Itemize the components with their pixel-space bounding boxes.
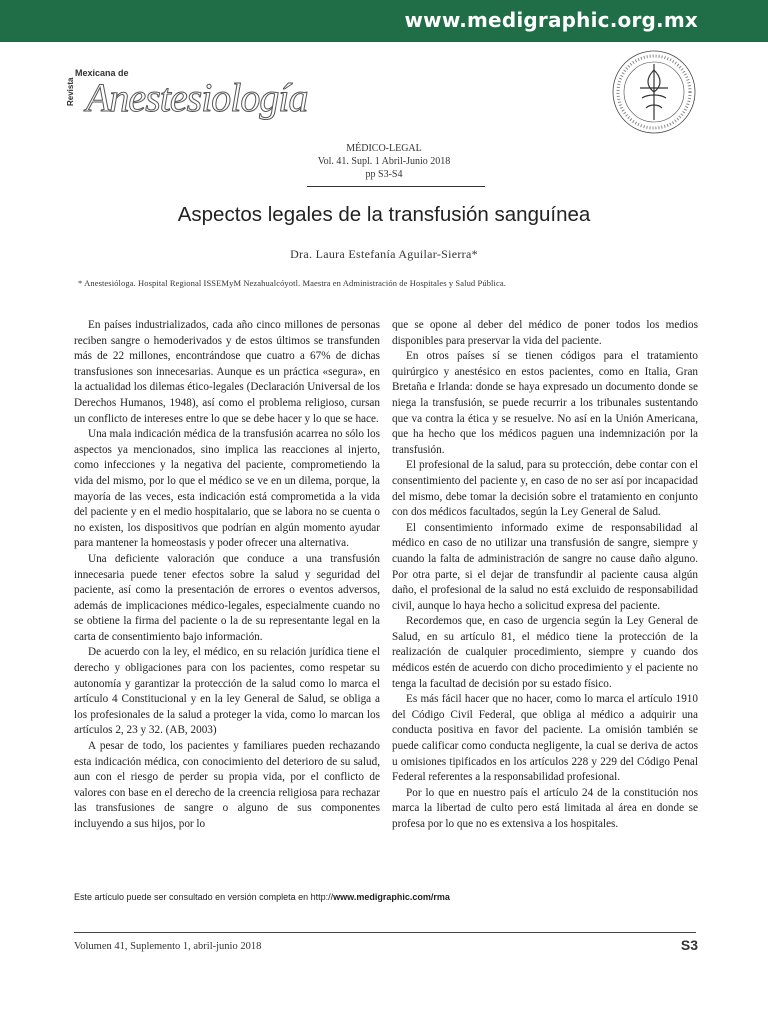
paragraph: A pesar de todo, los pacientes y familiares pueden rechazando esta indicación médica, con conocimiento del deterioro de su salud, aun con el riesgo de perder su propia vida, por el conflicto de valores con base en el derecho de la creencia religiosa para rechazar las transfusiones de sangre o alguno de sus componentes incluyendo a sus hijos, por lo — [74, 740, 380, 830]
footer-volume: Volumen 41, Suplemento 1, abril-junio 2018 — [74, 941, 262, 952]
journal-name-revista: Revista — [66, 77, 75, 106]
volume-line: Vol. 41. Supl. 1 Abril-Junio 2018 — [317, 156, 451, 167]
site-url-link[interactable]: www.medigraphic.org.mx — [404, 8, 698, 32]
article-link[interactable]: www.medigraphic.com/rma — [333, 892, 450, 902]
paragraph: En países industrializados, cada año cinco millones de personas reciben sangre o hemoderivados y de estos últimos se transfunden más de 22 millones, encontrándose que cuatro a 67% de dichas transfusiones son innecesarias. Aunque es un práctica «segura», en la actualidad los dilemas ético-legales (Declaración Universal de los Derechos Humanos, 1948), así como el problema religioso, cursan un conflicto de intereses entre lo que se debe hacer y lo que se hace. — [74, 319, 380, 425]
note-text: Este artículo puede ser consultado en versión completa en http:// — [74, 892, 334, 902]
journal-logo — [66, 66, 308, 126]
paragraph: En otros países sí se tienen códigos para el tratamiento quirúrgico y anestésico en estos pacientes, como en Italia, Gran Bretaña e Irlanda: donde se haya expresado un documento donde se niega la transfusión, se puede recurrir a los tribunales sustentando que va contra la ética y se resuelve. No así en la Unión Americana, que ha hecho que los médicos paguen una indemnización por la transfusión. — [392, 350, 698, 456]
page-range: pp S3-S4 — [365, 169, 403, 180]
journal-name-small: Mexicana de — [75, 68, 129, 78]
top-banner — [0, 0, 768, 42]
header-divider — [307, 186, 485, 187]
body-right-column — [392, 318, 698, 833]
article-author: Dra. Laura Estefanía Aguilar-Sierra* — [290, 247, 478, 261]
paragraph: Una mala indicación médica de la transfusión acarrea no sólo los aspectos ya mencionados, sino implica las reacciones al injerto, como infecciones y la negativa del paciente, comprometiendo la vida del mismo, por lo que el médico se ve en un dilema, porque, la mayoría de las veces, esta indicación está comprometida a la vida del paciente y en el medio hospitalario, que se labora no se cuenta o no existen, los dispositivos que podrían en algún momento ayudar para mantener la homeostasis y poder ofrecer una alternativa. — [74, 428, 380, 550]
paragraph: Es más fácil hacer que no hacer, como lo marca el artículo 1910 del Código Civil Federal, que obliga al médico a adquirir una conducta positiva en favor del paciente. La omisión también se puede calificar como conducta negligente, la cual se deriva de actos u omisiones tipificados en los artículos 228 y 229 del Código Penal Federal referentes a la responsabilidad profesional. — [392, 693, 698, 784]
paragraph: Recordemos que, en caso de urgencia según la Ley General de Salud, en su artículo 81, el médico tiene la protección de la realización de cualquier procedimiento, siempre y cuando dos médicos estén de acuerdo con dicho procedimiento y el paciente no tenga la facultad de decisión por su estado físico. — [392, 615, 698, 690]
paragraph: Una deficiente valoración que conduce a una transfusión innecesaria puede tener efectos sobre la salud y seguridad del paciente, así como la presentación de errores o eventos adversos, además de implicaciones médico-legales, especialmente cuando no se obtiene la firma del paciente o la de su representante legal en la carta de consentimiento bajo información. — [74, 552, 380, 643]
paragraph: Por lo que en nuestro país el artículo 24 de la constitución nos marca la libertad de culto pero está limitada al área en donde se profesa por lo que no es extensiva a los hospitales. — [392, 786, 698, 830]
article-title: Aspectos legales de la transfusión sanguínea — [177, 203, 591, 226]
paragraph: De acuerdo con la ley, el médico, en su relación jurídica tiene el derecho y obligaciones para con los pacientes, como respetar su autonomía y garantizar la protección de la salud como lo marca el artículo 4 Constitucional y en la ley General de Salud, se obliga a los profesionales de la salud a proteger la vida, como lo marcan los artículos 2, 23 y 32. (AB, 2003) — [74, 646, 380, 737]
paragraph: El consentimiento informado exime de responsabilidad al médico en caso de no utilizar una transfusión de sangre, siempre y cuando la falta de administración de sangre no cause daño alguno. Por otra parte, si el dejar de transfundir al paciente causa algún daño, el profesional de la salud no está excluido de responsabilidad civil, aunque lo haya hecho a solicitud expresa del paciente. — [392, 521, 698, 612]
paragraph: que se opone al deber del médico de poner todos los medios disponibles para preservar la vida del paciente. — [392, 319, 698, 347]
page-number: S3 — [680, 937, 698, 953]
footer-divider — [74, 932, 696, 933]
journal-name-big: Anestesiología — [86, 75, 308, 120]
author-affiliation: * Anestesióloga. Hospital Regional ISSEMyM Nezahualcóyotl. Maestra en Administración de Hospitales y Salud Pública. — [78, 278, 506, 288]
online-availability-note — [74, 892, 450, 902]
body-left-column — [74, 318, 380, 833]
paragraph: El profesional de la salud, para su protección, debe contar con el consentimiento del paciente y, en caso de no ser así por incapacidad del mismo, debe tomar la decisión sobre el tratamiento en conjunto con dos médicos facultados, según la Ley General de Salud. — [392, 459, 698, 519]
college-seal-icon — [610, 48, 698, 136]
section-label: MÉDICO-LEGAL — [346, 143, 422, 154]
